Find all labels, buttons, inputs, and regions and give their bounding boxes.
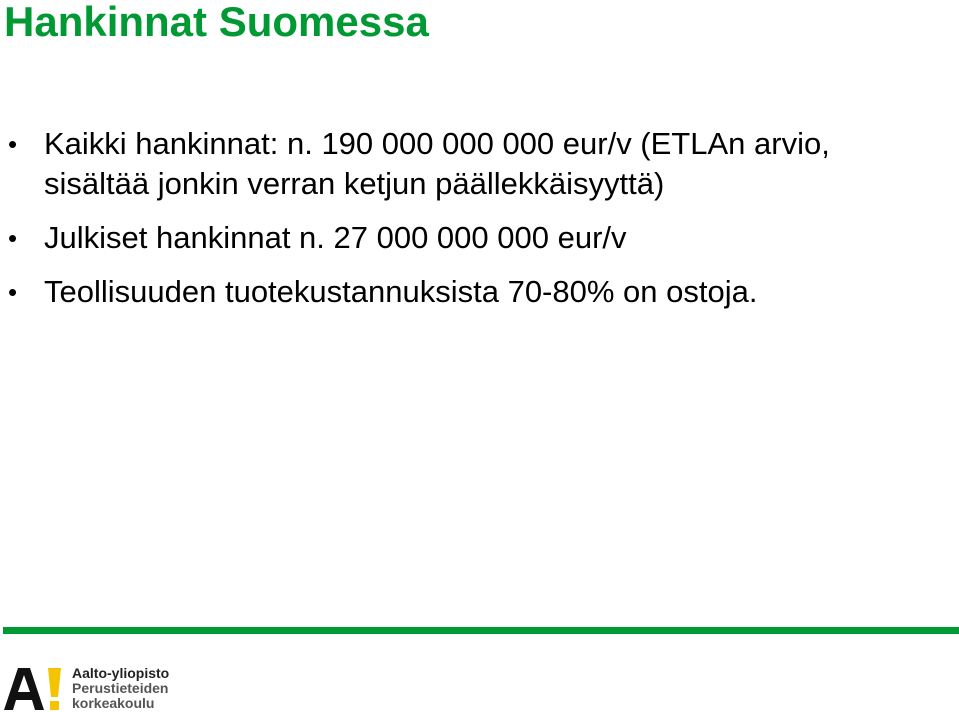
bullet-text: Kaikki hankinnat: n. 190 000 000 000 eur/v (ETLAn arvio, sisältää jonkin verran ketjun päällekkäisyyttä) (44, 126, 830, 201)
bullet-dot: • (8, 223, 18, 253)
logo-line-school-1: Perustieteiden (72, 680, 169, 696)
logo-text (72, 666, 169, 711)
bullet-item (0, 124, 904, 204)
footer-divider (3, 627, 959, 634)
bullet-item (0, 218, 904, 258)
aalto-a-exclamation-icon (4, 666, 66, 710)
bullet-text: Teollisuuden tuotekustannuksista 70-80% on ostoja. (44, 274, 758, 309)
bullet-item (0, 272, 904, 312)
slide-title: Hankinnat Suomessa (4, 0, 429, 45)
bullet-text: Julkiset hankinnat n. 27 000 000 000 eur/v (44, 220, 627, 255)
aalto-logo (4, 666, 204, 710)
bullet-dot: • (8, 277, 18, 307)
logo-line-school-2: korkeakoulu (72, 695, 155, 711)
logo-line-university: Aalto-yliopisto (72, 665, 170, 681)
bullet-list (0, 124, 959, 326)
bullet-dot: • (8, 129, 18, 159)
